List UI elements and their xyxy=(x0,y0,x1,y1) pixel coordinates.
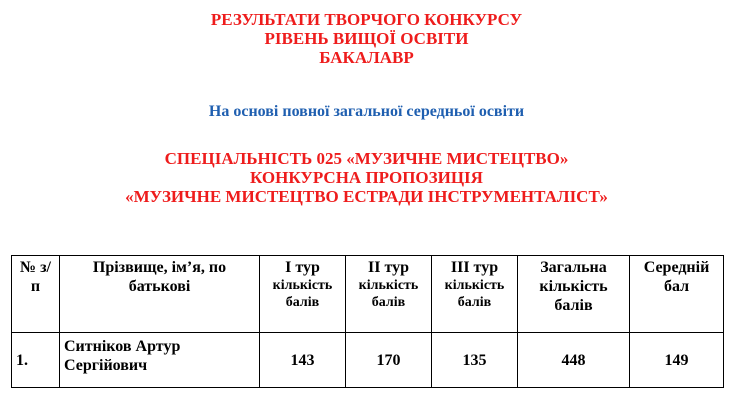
header-num: № з/п xyxy=(12,256,60,333)
basis-subtitle: На основі повної загальної середньої освіти xyxy=(208,103,525,120)
title-line-2: РІВЕНЬ ВИЩОЇ ОСВІТИ xyxy=(264,29,469,48)
cell-num: 1. xyxy=(12,333,60,388)
title-line-1: РЕЗУЛЬТАТИ ТВОРЧОГО КОНКУРСУ xyxy=(210,10,523,29)
specialty-line-2: КОНКУРСНА ПРОПОЗИЦІЯ xyxy=(250,168,483,187)
cell-tour-2: 170 xyxy=(346,333,432,388)
header-name: Прізвище, ім’я, по батькові xyxy=(60,256,260,333)
specialty-line-3: «МУЗИЧНЕ МИСТЕЦТВО ЕСТРАДИ ІНСТРУМЕНТАЛІСТ» xyxy=(125,187,608,206)
specialty-title xyxy=(0,149,733,206)
table-row xyxy=(12,333,724,388)
header-average: Середній бал xyxy=(630,256,724,333)
results-title xyxy=(0,10,733,67)
results-table xyxy=(11,255,724,388)
header-tour-3: ІІІ тур кількість балів xyxy=(432,256,518,333)
specialty-line-1: СПЕЦІАЛЬНІСТЬ 025 «МУЗИЧНЕ МИСТЕЦТВО» xyxy=(164,149,569,168)
cell-total: 448 xyxy=(518,333,630,388)
table-header-row xyxy=(12,256,724,333)
cell-average: 149 xyxy=(630,333,724,388)
header-total: Загальна кількість балів xyxy=(518,256,630,333)
cell-tour-1: 143 xyxy=(260,333,346,388)
cell-name: Ситніков Артур Сергійович xyxy=(60,333,260,388)
title-line-3: БАКАЛАВР xyxy=(319,48,414,67)
header-tour-2: ІІ тур кількість балів xyxy=(346,256,432,333)
header-tour-1: І тур кількість балів xyxy=(260,256,346,333)
cell-tour-3: 135 xyxy=(432,333,518,388)
